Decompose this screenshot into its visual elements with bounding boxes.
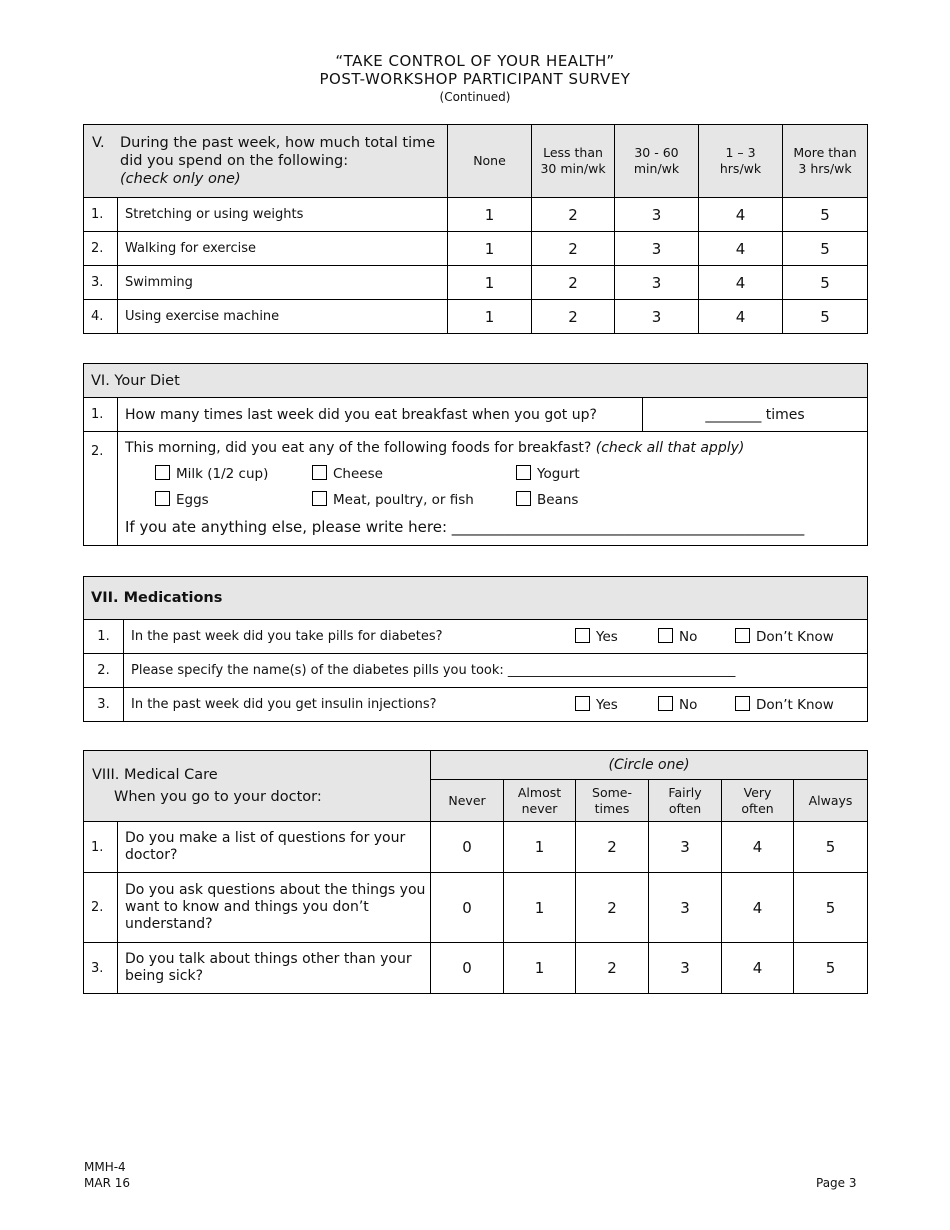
score-option[interactable]: 5 (783, 266, 868, 300)
checkbox[interactable] (575, 628, 590, 643)
col-header-fairly-often: Fairly often (649, 780, 722, 822)
table-row (84, 822, 868, 873)
checkbox[interactable] (575, 696, 590, 711)
score-option[interactable]: 2 (576, 822, 649, 873)
row-label: Do you make a list of questions for your doctor? (118, 822, 431, 873)
score-option[interactable]: 5 (783, 232, 868, 266)
checkbox[interactable] (658, 696, 673, 711)
section-5-number: V. (92, 135, 105, 151)
row-number: 2. (84, 654, 124, 688)
survey-title: “TAKE CONTROL OF YOUR HEALTH” (335, 52, 615, 70)
food-option-yogurt[interactable]: Yogurt (516, 465, 580, 482)
score-option[interactable]: 4 (722, 822, 794, 873)
row-number: 4. (84, 300, 118, 334)
score-option[interactable]: 3 (649, 822, 722, 873)
score-option[interactable]: 2 (532, 232, 615, 266)
score-option[interactable]: 5 (794, 822, 868, 873)
score-option[interactable]: 3 (615, 198, 699, 232)
score-option[interactable]: 1 (504, 873, 576, 943)
col-header-less-30: Less than 30 min/wk (532, 125, 615, 198)
answer-dont-know[interactable]: Don’t Know (735, 628, 834, 645)
row-label: Stretching or using weights (118, 198, 448, 232)
score-option[interactable]: 1 (504, 822, 576, 873)
checkbox[interactable] (155, 491, 170, 506)
score-option[interactable]: 1 (448, 300, 532, 334)
other-food-field[interactable]: If you ate anything else, please write here: _______________________________________________ (125, 518, 805, 536)
row-label: In the past week did you get insulin injections? (131, 697, 437, 712)
col-header-none: None (448, 125, 532, 198)
score-option[interactable]: 2 (576, 873, 649, 943)
score-option[interactable]: 2 (532, 198, 615, 232)
col-header-more-3: More than 3 hrs/wk (783, 125, 868, 198)
section-8-heading (84, 751, 431, 822)
score-option[interactable]: 3 (615, 266, 699, 300)
question-note: (check only one) (120, 171, 241, 187)
row-number: 1. (84, 398, 118, 432)
question-line: During the past week, how much total time (120, 135, 436, 151)
page-number: Page 3 (816, 1176, 857, 1190)
food-option-cheese[interactable]: Cheese (312, 465, 383, 482)
row-label: Walking for exercise (118, 232, 448, 266)
row-label: Do you talk about things other than your being sick? (118, 943, 431, 994)
score-option[interactable]: 1 (504, 943, 576, 994)
score-option[interactable]: 0 (431, 822, 504, 873)
circle-one-label: (Circle one) (431, 751, 868, 780)
score-option[interactable]: 4 (699, 266, 783, 300)
breakfast-times-field[interactable]: ________ times (643, 398, 868, 432)
score-option[interactable]: 1 (448, 266, 532, 300)
section-8-table (83, 750, 868, 994)
section-5-question (84, 125, 448, 198)
form-code (84, 1159, 130, 1191)
row-number: 2. (84, 873, 118, 943)
food-option-eggs[interactable]: Eggs (155, 491, 209, 508)
continued-label: (Continued) (439, 90, 511, 104)
checkbox[interactable] (658, 628, 673, 643)
score-option[interactable]: 5 (783, 300, 868, 334)
score-option[interactable]: 2 (532, 300, 615, 334)
col-header-30-60: 30 - 60 min/wk (615, 125, 699, 198)
col-header-almost-never: Almost never (504, 780, 576, 822)
row-number: 3. (84, 943, 118, 994)
row-label: Using exercise machine (118, 300, 448, 334)
score-option[interactable]: 5 (783, 198, 868, 232)
col-header-very-often: Very often (722, 780, 794, 822)
col-header-1-3: 1 – 3 hrs/wk (699, 125, 783, 198)
answer-yes[interactable]: Yes (575, 628, 618, 645)
answer-dont-know[interactable]: Don’t Know (735, 696, 834, 713)
col-header-sometimes: Some- times (576, 780, 649, 822)
score-option[interactable]: 3 (615, 300, 699, 334)
score-option[interactable]: 3 (649, 943, 722, 994)
diabetes-pills-field[interactable]: Please specify the name(s) of the diabetes pills you took: ___________________________________ (124, 654, 868, 688)
row-number: 1. (84, 620, 124, 654)
row-label: In the past week did you take pills for diabetes? (131, 629, 443, 644)
score-option[interactable]: 2 (532, 266, 615, 300)
section-7-table (83, 576, 868, 722)
score-option[interactable]: 1 (448, 232, 532, 266)
answer-yes[interactable]: Yes (575, 696, 618, 713)
section-6-title: VI. Your Diet (84, 364, 868, 398)
row-label: Swimming (118, 266, 448, 300)
score-option[interactable]: 5 (794, 943, 868, 994)
table-row (84, 266, 868, 300)
table-row (84, 198, 868, 232)
section-5-table (83, 124, 868, 334)
table-row (84, 300, 868, 334)
score-option[interactable]: 5 (794, 873, 868, 943)
medication-row (124, 620, 868, 654)
score-option[interactable]: 4 (699, 300, 783, 334)
score-option[interactable]: 4 (722, 873, 794, 943)
checkbox[interactable] (312, 465, 327, 480)
score-option[interactable]: 0 (431, 873, 504, 943)
score-option[interactable]: 3 (649, 873, 722, 943)
section-7-title: VII. Medications (84, 577, 868, 620)
score-option[interactable]: 4 (699, 198, 783, 232)
score-option[interactable]: 4 (722, 943, 794, 994)
table-row (84, 873, 868, 943)
checkbox[interactable] (312, 491, 327, 506)
form-code-number: MMH-4 (84, 1160, 126, 1174)
food-question: This morning, did you eat any of the following foods for breakfast? (125, 440, 592, 456)
answer-no[interactable]: No (658, 628, 697, 645)
food-option-meat[interactable]: Meat, poultry, or fish (312, 491, 474, 508)
score-option[interactable]: 4 (699, 232, 783, 266)
row-number: 3. (84, 688, 124, 722)
score-option[interactable]: 3 (615, 232, 699, 266)
checkbox[interactable] (735, 696, 750, 711)
score-option[interactable]: 2 (576, 943, 649, 994)
checkbox[interactable] (516, 491, 531, 506)
row-label: Do you ask questions about the things you want to know and things you don’t understand? (118, 873, 431, 943)
food-option-beans[interactable]: Beans (516, 491, 578, 508)
food-question-note: (check all that apply) (595, 440, 745, 456)
food-option-milk[interactable]: Milk (1/2 cup) (155, 465, 268, 482)
survey-subtitle: POST-WORKSHOP PARTICIPANT SURVEY (319, 70, 631, 88)
score-option[interactable]: 1 (448, 198, 532, 232)
row-number: 2. (84, 232, 118, 266)
food-question-cell (118, 432, 868, 546)
table-row (84, 232, 868, 266)
row-number: 1. (84, 198, 118, 232)
row-number: 3. (84, 266, 118, 300)
answer-no[interactable]: No (658, 696, 697, 713)
question-line: did you spend on the following: (120, 153, 349, 169)
breakfast-question: How many times last week did you eat breakfast when you got up? (118, 398, 643, 432)
section-6-table (83, 363, 868, 546)
section-8-title: VIII. Medical Care (92, 767, 218, 783)
row-number: 1. (84, 822, 118, 873)
checkbox[interactable] (516, 465, 531, 480)
score-option[interactable]: 0 (431, 943, 504, 994)
row-number: 2. (84, 432, 118, 546)
medication-row (124, 688, 868, 722)
form-code-date: MAR 16 (84, 1176, 130, 1190)
section-8-subtitle: When you go to your doctor: (114, 789, 322, 805)
checkbox[interactable] (155, 465, 170, 480)
col-header-never: Never (431, 780, 504, 822)
checkbox[interactable] (735, 628, 750, 643)
col-header-always: Always (794, 780, 868, 822)
table-row (84, 943, 868, 994)
